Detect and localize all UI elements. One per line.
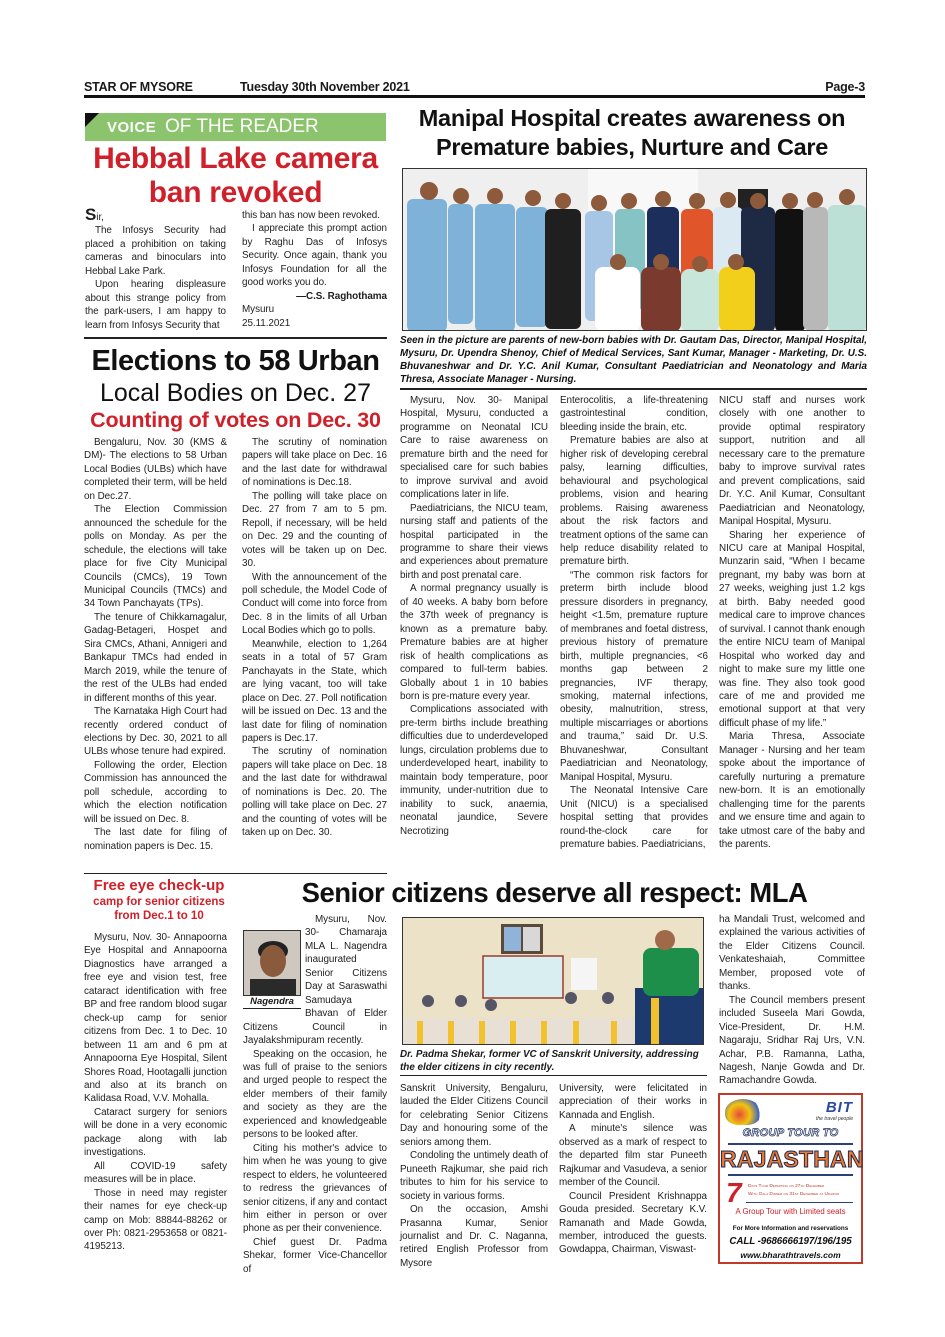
paragraph: Complications associated with pre-term births include breathing difficulties due to underdeveloped lungs, circulation problems due to underdeveloped heart, inability to maintain body temperature, poor immunity, under-nutrition due to inability to suck, anaemia, neonatal jaundice, Severe Necrotizing (400, 704, 548, 837)
drop-cap: S (85, 205, 97, 224)
ad-days-line: Days Tour Departing on 27th December (748, 1184, 825, 1189)
divider (746, 1202, 853, 1203)
paragraph: Mysuru, Nov. 30- Annapoorna Eye Hospital and Annapoorna Diagnostics have arranged a free eye and vision test, free cataract identification with free BP and free random blood sugar check-up camp for senior citizens from Dec. 1 to Dec. 10 between 11 am and 6 pm at Annapoorna Eye Hospital, Silent Shores Road, Hootagalli junction and also at its branch on Kalidasa Road, V.V. Mohalla. (84, 932, 227, 1105)
paragraph: Following the order, Election Commission has announced the poll schedule, according to which the election notification will be issued on Dec. 8. (84, 759, 227, 825)
paragraph: The Infosys Security had placed a prohibition on taking cameras and binoculars into Hebbal Lake Park. (85, 225, 226, 277)
letter-column-2 (242, 209, 387, 330)
manipal-group-photo (402, 168, 867, 331)
paragraph: Sanskrit University, Bengaluru, lauded the Elder Citizens Council for celebrating Senior Citizens Day and honouring some of the seniors among them. (400, 1083, 548, 1148)
letter-signature: —C.S. Raghothama (296, 290, 387, 302)
ad-more-info: For More Information and reservations (732, 1225, 849, 1232)
paragraph: The Karnataka High Court had recently ordered conduct of elections by Dec. 30, 2021 to all ULBs whose tenure had expired. (84, 706, 227, 758)
headline-line: ban revoked (148, 176, 323, 209)
brand-tagline: the travel people (816, 1116, 853, 1122)
senior-column-4 (719, 913, 865, 1088)
paragraph: The scrutiny of nomination papers will take place on Dec. 18 and the last date for withdrawal of nominations is Dec. 20. The polling will take place on Dec. 27 and the counting of votes will be taken up on Dec. 30. (242, 746, 387, 839)
senior-citizens-headline: Senior citizens deserve all respect: MLA (301, 877, 808, 908)
elections-headline-line1: Elections to 58 Urban (91, 345, 380, 377)
ad-destination: RAJASTHAN (720, 1146, 864, 1172)
senior-column-3 (559, 1082, 707, 1257)
publication-name: STAR OF MYSORE (84, 80, 193, 94)
paragraph: The polling will take place on Dec. 27 from 7 am to 5 pm. Repoll, if necessary, will be held on Dec. 29 and the counting of votes will be taken up on Dec. 30. (242, 490, 387, 570)
paragraph: On the occasion, Amshi Prasanna Kumar, Senior journalist and Dr. C. Naganna, retired English Professor from Mysore (400, 1204, 548, 1269)
paragraph: Those in need may register their names for eye check-up camp on Mob: 88844-88262 or over Ph: 0821-2953658 or 0821-4195213. (84, 1187, 227, 1253)
paragraph: “The common risk factors for preterm birth include blood pressure disorders in pregnancy, height <1.5m, premature rupture of membranes and foetal distress, previous history of premature birth, multiple pregnancies, <6 months gap between 2 pregnancies, IVF therapy, smoking, maternal infections, obesity, malnutrition, stress, multiple miscarriages or abortions and trauma,” said Dr. U.S. Bhuvaneshwar, Consultant Paediatrician and Neonatology, Manipal Hospital, Mysuru. (560, 569, 708, 783)
salutation-text: ir, (96, 212, 104, 223)
paragraph: University, were felicitated in appreciation of their works in Kannada and English. (559, 1083, 707, 1121)
senior-event-photo-caption: Dr. Padma Shekar, former VC of Sanskrit University, addressing the elder citizens in city recently. (400, 1048, 707, 1076)
paragraph: The Election Commission announced the schedule for the polls on Monday. As per the schedule, the elections will take place for five City Municipal Councils (CMCs), 19 Town Municipal Councils (TMCs) and 34 Town Panchayats (TPs). (84, 504, 227, 610)
ad-days-number: 7 (726, 1177, 742, 1208)
portrait-caption: Nagendra (243, 996, 301, 1009)
paragraph: Premature babies are also at higher risk of developing cerebral palsy, learning difficulties, behavioural and psychological problems, vision and hearing problems. Raising awareness about the risk factors and treatment options of the same can help reduce disability related to premature birth. (560, 435, 708, 568)
paragraph: Meanwhile, election to 1,264 seats in a total of 57 Gram Panchayats in the State, which are lying vacant, too will take place on Dec. 27. Poll notification will be issued on Dec. 13 and the last date for filing of nomination papers is Dec.17. (242, 638, 387, 744)
paragraph: Mysuru, Nov. 30- Manipal Hospital, Mysuru, conducted a programme on Neonatal ICU Care to raise awareness on premature birth and the need for specialised care for such babies to improve survival and avoid complications later in life. (400, 395, 548, 501)
ad-website-link[interactable]: www.bharathtravels.com (740, 1250, 841, 1260)
elections-headline-line2: Local Bodies on Dec. 27 (99, 379, 371, 407)
letter-column-1 (85, 205, 226, 332)
divider (728, 1174, 853, 1176)
paragraph: Sharing her experience of NICU care at Manipal Hospital, Munzarin said, “When I became pregnant, my baby was born at 27 weeks, weighing just 1.2 kgs at birth. Baby needed good medical care to improve chances of survival. I cannot thank enough the entire NICU team of Manipal Hospital who worked day and night to make sure my little one was fine. They also took good care of me and provided me emotional support at that very difficult phase of my life.” (719, 529, 865, 729)
paragraph: Enterocolitis, a life-threatening gastrointestinal condition, bleeding inside the brain, etc. (560, 395, 708, 433)
senior-column-1 (243, 913, 387, 1276)
salutation (85, 205, 226, 224)
paragraph: Paediatricians, the NICU team, nursing staff and patients of the hospital participated in the programme to share their views and experiences about premature birth and post prenatal care. (400, 502, 548, 581)
headline-line: Manipal Hospital creates awareness on (418, 105, 846, 131)
ad-days-text (748, 1183, 860, 1199)
paragraph: Citing his mother's advice to him when he was young to give respect to elders, he volunteered to redress the grievances of senior citizens, if any and contact him either in person or over phone as per their convenience. (243, 1142, 387, 1235)
hebbal-headline (84, 142, 387, 210)
section-label-voice: VOICE (107, 119, 157, 136)
paragraph: Speaking on the occasion, he was full of praise to the seniors and urged people to respect the elder members of their family and society as they are the experienced and knowledgeable persons to be looked after. (243, 1048, 387, 1141)
manipal-column-3 (719, 394, 865, 851)
paragraph: The Neonatal Intensive Care Unit (NICU) is a specialised hospital setting that provides round-the-clock care for premature babies. Paediatricians, (560, 785, 708, 850)
paragraph: Cataract surgery for seniors will be done in a very economic package along with lab investigations. (84, 1106, 227, 1159)
rajasthan-tour-advertisement[interactable] (718, 1093, 863, 1264)
ad-limited-seats: A Group Tour with Limited seats (735, 1207, 846, 1216)
elections-column-2 (242, 436, 387, 840)
paragraph: NICU staff and nurses work closely with one another to provide optimal respiratory support, nutrition and all necessary care to the premature baby to improve survival rates and prevent complications, said Dr. Y.C. Anil Kumar, Consultant Paediatrician and Neonatology, Manipal Hospital, Mysuru. (719, 395, 865, 528)
paragraph: A minute's silence was observed as a mark of respect to the departed film star Puneeth Rajkumar and Vasudeva, a senior member of the Council. (559, 1123, 707, 1189)
letter-place: Mysuru (242, 304, 275, 316)
ad-days-line: With Gala Dinner on 31st December at Udaipur (748, 1192, 840, 1197)
divider (728, 1143, 853, 1145)
manipal-photo-caption: Seen in the picture are parents of new-born babies with Dr. Gautam Das, Director, Manipal Hospital, Mysuru, Dr. Upendra Shenoy, Chief of Medical Services, Sant Kumar, Manager - Marketing, Dr. U.S. Bhuvaneshwar and Dr. Y.C. Anil Kumar, Consultant Paediatrician and Neonatology and Maria Thresa, Associate Manager - Nursing. (400, 334, 867, 390)
page-number: Page-3 (825, 80, 865, 94)
group-photo-illustration (403, 169, 867, 331)
paragraph: With the announcement of the poll schedule, the Model Code of Conduct will come into force from Dec. 8 in the limits of all Urban Local Bodies which go to polls. (242, 571, 387, 637)
manipal-headline (397, 104, 867, 162)
senior-column-2 (400, 1082, 548, 1270)
divider (84, 873, 387, 874)
elections-column-1 (84, 436, 227, 853)
paragraph: A normal pregnancy usually is of 40 weeks. A baby born before the 37th week of pregnancy is known as a premature baby. Premature babies are at higher risk of health complications as compared to full-term babies. Globally about 1 in 10 babies born is pre-mature every year. (400, 583, 548, 702)
eye-camp-subheadline: camp for senior citizens from Dec.1 to 10 (93, 896, 225, 922)
manipal-column-2 (560, 394, 708, 851)
headline-line: Premature babies, Nurture and Care (435, 134, 829, 160)
paragraph: Condoling the untimely death of Puneeth Rajkumar, she paid rich tributes to him for his service to society in various forms. (400, 1150, 548, 1202)
paragraph: Chief guest Dr. Padma Shekar, former Vice-Chancellor of (243, 1236, 387, 1275)
brand-logo: BIT (825, 1099, 853, 1116)
paragraph: ha Mandali Trust, welcomed and explained the various activities of the Elder Citizens Council. Venkateshaiah, Committee Member, proposed vote of thanks. (719, 914, 865, 993)
paragraph: Maria Thresa, Associate Manager - Nursing and her team spoke about the importance of carefully nurturing a premature new-born. It is an emotionally challenging time for the parents and we ensure time and again to take utmost care of the baby and the parents. (719, 731, 865, 850)
eye-camp-body (84, 931, 227, 1254)
dancers-logo-icon (725, 1099, 761, 1125)
photo-spacer (243, 913, 305, 1011)
issue-date: Tuesday 30th November 2021 (240, 80, 410, 94)
ad-phone-number[interactable]: CALL -9686666197/196/195 (729, 1236, 852, 1247)
paragraph (243, 913, 387, 1048)
paragraph: The Council members present included Suseela Mari Gowda, Vice-President, Dr. H.M. Nagaraju, Sridhar Raj Urs, V.N. Achar, P.B. Ramanna, Latha, Nagesh, Nanje Gowda and Dr. Ramachandre Gowda. (719, 994, 865, 1087)
paragraph: Upon hearing displeasure about this strange policy from the park-users, I am happy to learn from Infosys Security that (85, 279, 226, 331)
senior-event-photo (402, 917, 704, 1045)
event-photo-illustration (403, 918, 704, 1045)
masthead (84, 78, 865, 98)
manipal-column-1 (400, 394, 548, 838)
divider (84, 337, 387, 339)
paragraph: All COVID-19 safety measures will be in place. (84, 1160, 227, 1186)
paragraph: The tenure of Chikkamagalur, Gadag-Betageri, Hospet and Sira CMCs, Athani, Annigeri and Bankapur TMCs had ended in March 2019, while the tenure of the rest of the ULBs had ended in different months of this year. (84, 611, 227, 704)
eye-camp-headline: Free eye check-up (93, 877, 225, 894)
letter-date: 25.11.2021 (242, 317, 291, 329)
elections-subheadline: Counting of votes on Dec. 30 (90, 408, 381, 432)
paragraph: this ban has now been revoked. (242, 210, 380, 221)
paragraph: The last date for filing of nomination papers is Dec. 15. (84, 827, 227, 852)
corner-triangle-icon (85, 113, 99, 127)
ad-group-tour-line: GROUP TOUR TO (742, 1127, 839, 1139)
lead-text: Mysuru, Nov. 30- Chamaraja MLA L. Nagendra inaugurated Senior Citizens Day at Saraswathi Samudaya Bhavan of Elder Citizens Council in Jayalakshmipuram recently. (243, 914, 387, 1047)
paragraph: I appreciate this prompt action by Raghu Das of Infosys Security. Once again, thank you Infosys Foundation for all the good works you do. (242, 223, 387, 289)
voice-of-reader-banner (85, 113, 386, 141)
paragraph: Bengaluru, Nov. 30 (KMS & DM)- The elections to 58 Urban Local Bodies (ULBs) which have completed their term, will be held on Dec.27. (84, 437, 227, 502)
paragraph: The scrutiny of nomination papers will take place on Dec. 16 and the last date for withdrawal of nominations is Dec.18. (242, 437, 387, 489)
section-label-rest: OF THE READER (165, 116, 319, 137)
headline-line: Hebbal Lake camera (93, 142, 378, 175)
paragraph: Council President Krishnappa Gouda presided. Secretary K.V. Ramanath and Made Gowda, member, introduced the guests. Gowdappa, Chairman, Viswast- (559, 1190, 707, 1256)
